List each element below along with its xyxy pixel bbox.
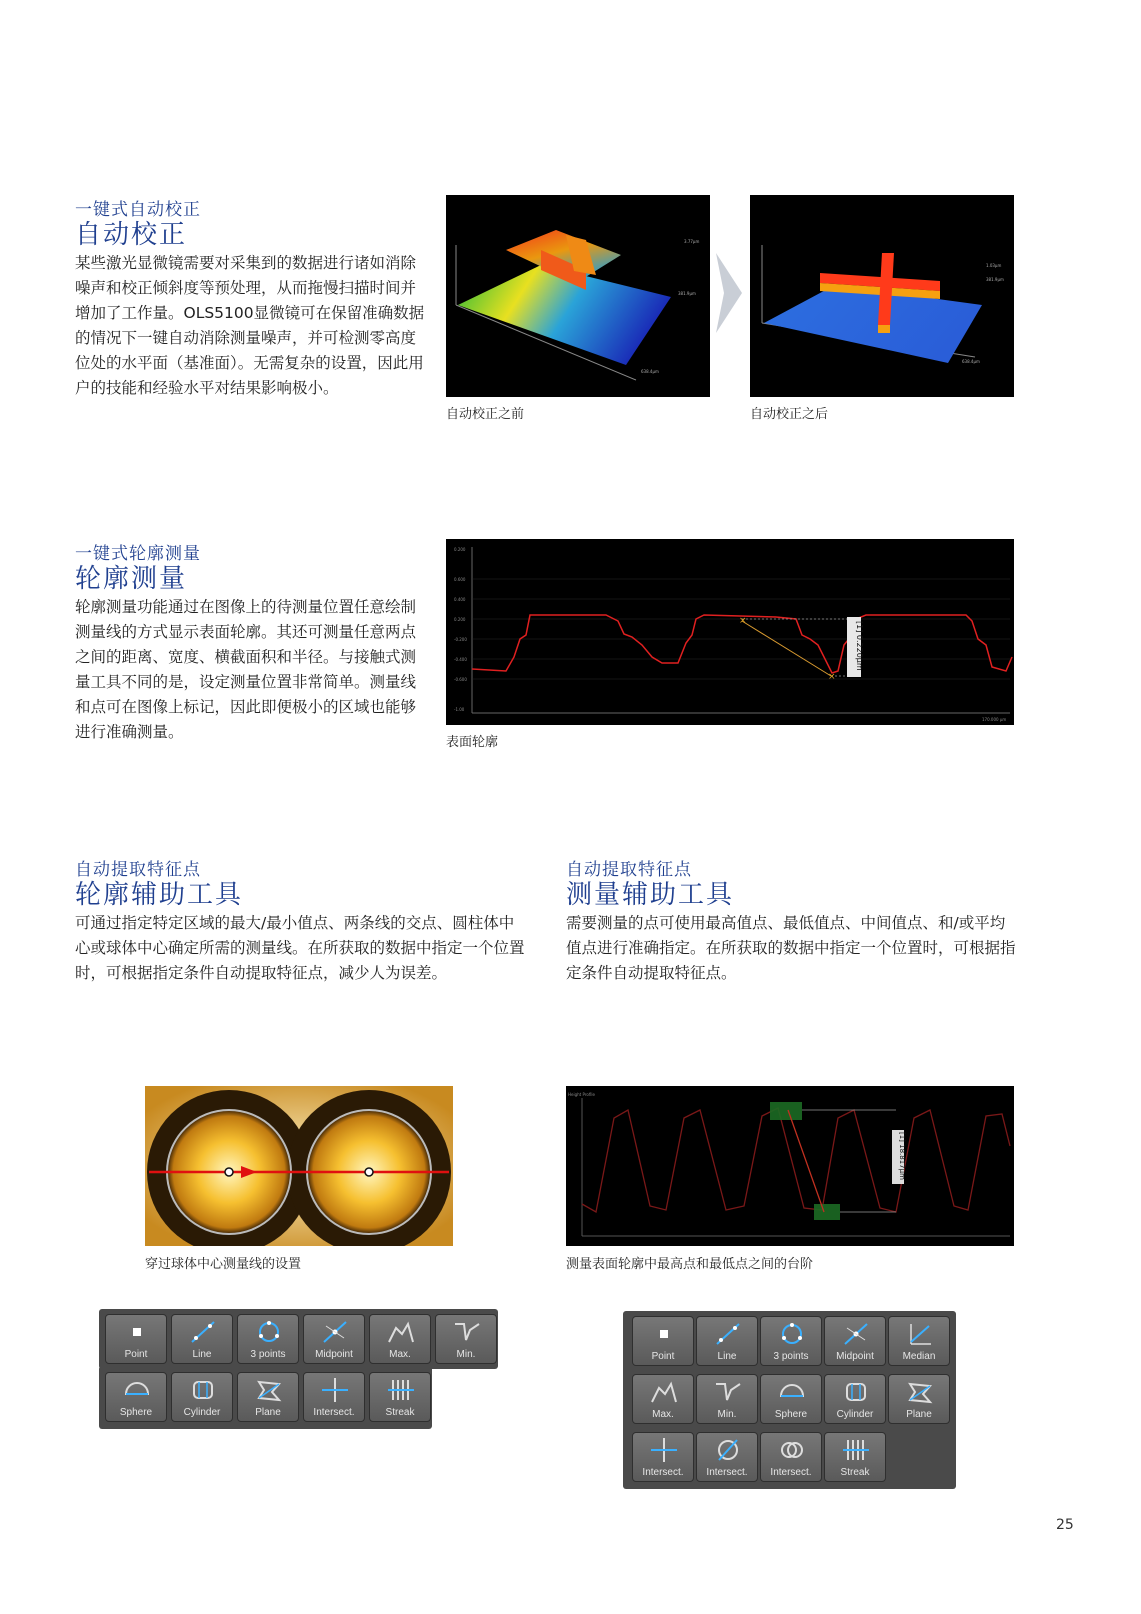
intersect-tool-button[interactable] — [632, 1432, 694, 1482]
tool-label: Point — [124, 1349, 148, 1360]
cylinder-tool-button[interactable] — [171, 1372, 233, 1422]
midpoint-tool-button[interactable] — [303, 1314, 365, 1364]
tool-label: Cylinder — [183, 1407, 221, 1418]
tool-label: Intersect. — [770, 1467, 812, 1478]
tool-label: Plane — [255, 1407, 281, 1418]
svg-text:Height Profile: Height Profile — [568, 1092, 595, 1097]
svg-text:0.200: 0.200 — [454, 617, 466, 622]
section4-title: 测量辅助工具 — [566, 880, 735, 910]
tool-label: Plane — [906, 1409, 932, 1420]
tool-label: 3 points — [773, 1351, 809, 1362]
section2-subtitle: 一键式轮廓测量 — [75, 544, 201, 564]
section3-body: 可通过指定特定区域的最大/最小值点、两条线的交点、圆柱体中心或球体中心确定所需的测量线。在所获取的数据中指定一个位置时，可根据指定条件自动提取特征点，减少人为误差。 — [75, 914, 525, 982]
svg-text:638.4μm: 638.4μm — [962, 359, 980, 364]
step-measurement-image — [566, 1086, 1014, 1246]
section3-subtitle: 自动提取特征点 — [75, 860, 201, 880]
section2-title: 轮廓测量 — [75, 564, 188, 594]
page-number: 25 — [1056, 1517, 1074, 1533]
section1-title: 自动校正 — [75, 220, 188, 250]
caption-after: 自动校正之后 — [750, 407, 829, 422]
caption-before: 自动校正之前 — [446, 407, 525, 422]
3-points-tool-button[interactable] — [237, 1314, 299, 1364]
midpoint-tool-button[interactable] — [824, 1316, 886, 1366]
cylinder-tool-button[interactable] — [824, 1374, 886, 1424]
min-tool-button[interactable] — [696, 1374, 758, 1424]
svg-text:638.4μm: 638.4μm — [641, 369, 659, 374]
section1-subtitle: 一键式自动校正 — [75, 200, 201, 220]
tool-label: Midpoint — [836, 1351, 874, 1362]
svg-text:0.200: 0.200 — [454, 547, 466, 552]
section1-body: 某些激光显微镜需要对采集到的数据进行诸如消除噪声和校正倾斜度等预处理，从而拖慢扫描时间并增加了工作量。OLS5100显微镜可在保留准确数据的情况下一键自动消除测量噪声，并可检测零高度位处的水平面（基准面）。无需复杂的设置，因此用户的技能和经验水平对结果影响极小。 — [75, 254, 425, 397]
sphere-tool-button[interactable] — [760, 1374, 822, 1424]
section4-subtitle: 自动提取特征点 — [566, 860, 692, 880]
plane-tool-button[interactable] — [237, 1372, 299, 1422]
tool-label: Line — [192, 1349, 212, 1360]
streak-tool-button[interactable] — [824, 1432, 886, 1482]
plane-tool-button[interactable] — [888, 1374, 950, 1424]
tool-label: Min. — [717, 1409, 737, 1420]
before-correction-image — [446, 195, 710, 397]
tool-label: Streak — [840, 1467, 870, 1478]
svg-text:381.9μm: 381.9μm — [678, 291, 696, 296]
tool-label: Point — [651, 1351, 675, 1362]
svg-text:-0.400: -0.400 — [454, 657, 467, 662]
caption-profile: 表面轮廓 — [446, 735, 499, 750]
svg-text:[1] 18.817μm: [1] 18.817μm — [898, 1132, 906, 1180]
svg-text:3.77μm: 3.77μm — [684, 239, 700, 244]
tool-label: Intersect. — [706, 1467, 748, 1478]
median-tool-button[interactable] — [888, 1316, 950, 1366]
arrow-right-icon — [716, 253, 742, 337]
caption-sphere: 穿过球体中心测量线的设置 — [145, 1257, 302, 1272]
svg-text:-0.200: -0.200 — [454, 637, 467, 642]
after-correction-image — [750, 195, 1014, 397]
surface-profile-image — [446, 539, 1014, 725]
streak-tool-button[interactable] — [369, 1372, 431, 1422]
section3-title: 轮廓辅助工具 — [75, 880, 244, 910]
svg-text:0.400: 0.400 — [454, 597, 466, 602]
max-tool-button[interactable] — [369, 1314, 431, 1364]
tool-label: Midpoint — [315, 1349, 353, 1360]
svg-text:-1.00: -1.00 — [454, 707, 465, 712]
tool-label: Max. — [389, 1349, 411, 1360]
tool-label: Sphere — [119, 1407, 153, 1418]
line-tool-button[interactable] — [171, 1314, 233, 1364]
point-tool-button[interactable] — [632, 1316, 694, 1366]
point-tool-button[interactable] — [105, 1314, 167, 1364]
sphere-center-image — [145, 1086, 453, 1246]
svg-text:0.600: 0.600 — [454, 577, 466, 582]
tool-label: Intersect. — [642, 1467, 684, 1478]
svg-text:×: × — [739, 616, 747, 626]
svg-text:170.000 μm: 170.000 μm — [982, 717, 1007, 722]
max-tool-button[interactable] — [632, 1374, 694, 1424]
section2-body: 轮廓测量功能通过在图像上的待测量位置任意绘制测量线的方式显示表面轮廓。其还可测量任意两点之间的距离、宽度、横截面积和半径。与接触式测量工具不同的是，设定测量位置非常简单。测量线和点可在图像上标记，因此即便极小的区域也能够进行准确测量。 — [75, 598, 417, 741]
intersect-tool-button[interactable] — [696, 1432, 758, 1482]
3-points-tool-button[interactable] — [760, 1316, 822, 1366]
svg-text:×: × — [828, 672, 836, 682]
line-tool-button[interactable] — [696, 1316, 758, 1366]
intersect-tool-button[interactable] — [760, 1432, 822, 1482]
tool-label: Max. — [652, 1409, 674, 1420]
svg-text:381.9μm: 381.9μm — [986, 277, 1004, 282]
tool-label: Sphere — [774, 1409, 808, 1420]
svg-text:-0.600: -0.600 — [454, 677, 467, 682]
tool-label: Intersect. — [313, 1407, 355, 1418]
svg-text:1.03μm: 1.03μm — [986, 263, 1002, 268]
tool-label: Median — [902, 1351, 936, 1362]
sphere-tool-button[interactable] — [105, 1372, 167, 1422]
tool-label: Min. — [456, 1349, 476, 1360]
min-tool-button[interactable] — [435, 1314, 497, 1364]
tool-label: 3 points — [250, 1349, 286, 1360]
tool-label: Line — [717, 1351, 737, 1362]
section4-body: 需要测量的点可使用最高值点、最低值点、中间值点、和/或平均值点进行准确指定。在所获取的数据中指定一个位置时，可根据指定条件自动提取特征点。 — [566, 914, 1016, 982]
tool-label: Streak — [385, 1407, 415, 1418]
svg-text:[1] 0.220μm: [1] 0.220μm — [855, 621, 864, 671]
tool-label: Cylinder — [836, 1409, 874, 1420]
intersect-tool-button[interactable] — [303, 1372, 365, 1422]
caption-step: 测量表面轮廓中最高点和最低点之间的台阶 — [566, 1257, 814, 1272]
